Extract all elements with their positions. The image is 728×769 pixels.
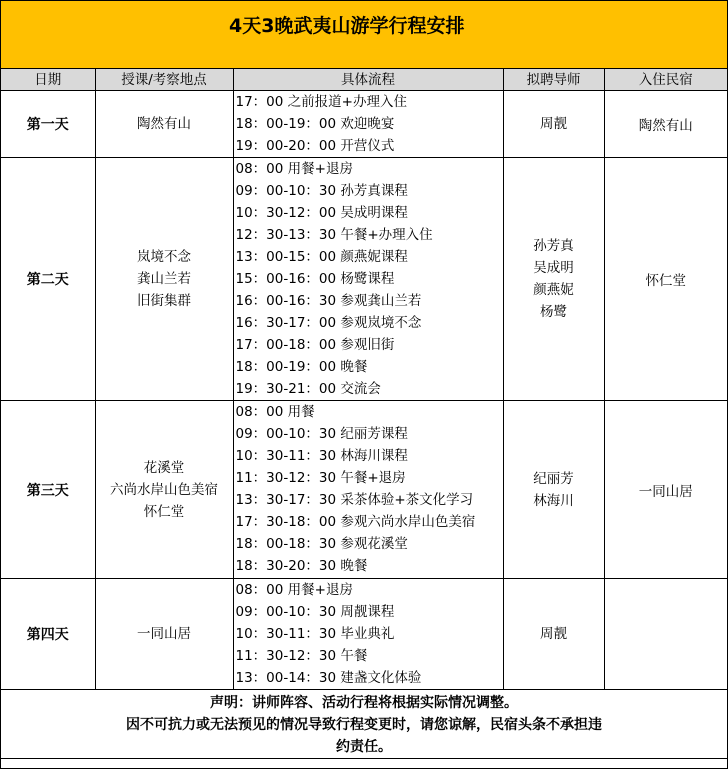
flow-cell — [233, 401, 503, 579]
header-date: 日期 — [1, 69, 95, 91]
day-label: 第二天 — [1, 158, 95, 401]
schedule-item: 08：00 用餐+退房 — [235, 161, 353, 177]
schedule-item: 10：30-11：30 毕业典礼 — [235, 626, 395, 642]
cell-line: 纪丽芳 — [533, 470, 574, 487]
schedule-item: 15：00-16：00 杨鹭课程 — [235, 271, 395, 287]
schedule-item: 11：30-12：30 午餐+退房 — [235, 470, 406, 486]
cell-line: 陶然有山 — [137, 116, 191, 132]
cell-line: 孙芳真 — [533, 238, 574, 254]
disclaimer-line: 约责任。 — [336, 739, 392, 755]
schedule-item: 17：30-18：00 参观六尚水岸山色美宿 — [235, 514, 476, 530]
cell-line: 吴成明 — [533, 260, 574, 276]
cell-line: 岚境不念 — [137, 249, 191, 265]
lodging-cell: 怀仁堂 — [604, 158, 727, 401]
itinerary-table — [1, 69, 727, 759]
schedule-item: 17：00 之前报道+办理入住 — [235, 94, 407, 110]
lodging-cell: 陶然有山 — [604, 91, 727, 158]
header-row — [1, 69, 727, 91]
location-cell — [95, 579, 233, 690]
location-cell — [95, 91, 233, 158]
cell-line: 一同山居 — [137, 626, 191, 642]
cell-line: 周靓 — [540, 116, 567, 132]
mentor-cell — [503, 401, 604, 579]
schedule-item: 08：00 用餐 — [235, 404, 315, 420]
flow-cell — [233, 579, 503, 690]
disclaimer-line: 因不可抗力或无法预见的情况导致行程变更时，请您谅解，民宿头条不承担违 — [126, 717, 602, 733]
schedule-item: 09：00-10：30 周靓课程 — [235, 604, 395, 620]
disclaimer — [1, 690, 727, 759]
schedule-item: 16：00-16：30 参观龚山兰若 — [235, 293, 422, 309]
schedule-item: 19：00-20：00 开营仪式 — [235, 138, 395, 154]
schedule-item: 19：30-21：00 交流会 — [235, 381, 381, 397]
schedule-item: 10：30-11：30 林海川课程 — [235, 448, 408, 464]
lodging-cell: 一同山居 — [604, 401, 727, 579]
day-row — [1, 579, 727, 690]
cell-line: 周靓 — [540, 626, 567, 642]
mentor-cell — [503, 579, 604, 690]
schedule-item: 09：00-10：30 孙芳真课程 — [235, 183, 408, 199]
cell-line: 杨鹭 — [540, 304, 567, 320]
header-location: 授课/考察地点 — [95, 69, 233, 91]
schedule-item: 11：30-12：30 午餐 — [235, 648, 368, 664]
cell-line: 旧街集群 — [137, 293, 191, 309]
lodging-cell — [604, 579, 727, 690]
schedule-item: 10：30-12：00 吴成明课程 — [235, 205, 408, 221]
cell-line: 林海川 — [533, 492, 574, 509]
header-mentor: 拟聘导师 — [503, 69, 604, 91]
schedule-item: 13：00-14：30 建盏文化体验 — [235, 670, 422, 686]
schedule-item: 18：00-18：30 参观花溪堂 — [235, 536, 408, 552]
cell-line: 龚山兰若 — [137, 271, 191, 287]
day-label: 第四天 — [1, 579, 95, 690]
schedule-item: 08：00 用餐+退房 — [235, 582, 353, 598]
schedule-item: 18：00-19：00 晚餐 — [235, 359, 368, 375]
cell-line: 怀仁堂 — [143, 503, 185, 520]
schedule-item: 12：30-13：30 午餐+办理入住 — [235, 227, 433, 243]
day-row — [1, 91, 727, 158]
schedule-item: 18：30-20：30 晚餐 — [235, 558, 368, 574]
header-lodging: 入住民宿 — [604, 69, 727, 91]
schedule-item: 17：00-18：00 参观旧街 — [235, 337, 395, 353]
day-row — [1, 401, 727, 579]
flow-cell — [233, 158, 503, 401]
mentor-cell — [503, 91, 604, 158]
schedule-item: 16：30-17：00 参观岚境不念 — [235, 315, 422, 331]
day-label: 第三天 — [1, 401, 95, 579]
day-label: 第一天 — [1, 91, 95, 158]
schedule-item: 09：00-10：30 纪丽芳课程 — [235, 426, 408, 442]
location-cell — [95, 401, 233, 579]
mentor-cell — [503, 158, 604, 401]
header-flow: 具体流程 — [233, 69, 503, 91]
cell-line: 六尚水岸山色美宿 — [110, 481, 218, 498]
flow-cell — [233, 91, 503, 158]
cell-line: 颜燕妮 — [533, 282, 574, 298]
schedule-item: 13：00-15：00 颜燕妮课程 — [235, 249, 408, 265]
day-row — [1, 158, 727, 401]
page-title: 4天3晚武夷山游学行程安排 — [1, 1, 727, 69]
cell-line: 花溪堂 — [143, 459, 185, 476]
location-cell — [95, 158, 233, 401]
schedule-item: 18：00-19：00 欢迎晚宴 — [235, 116, 395, 132]
footer-row — [1, 690, 727, 759]
schedule-item: 13：30-17：30 采茶体验+茶文化学习 — [235, 492, 474, 508]
disclaimer-line: 声明：讲师阵容、活动行程将根据实际情况调整。 — [210, 695, 518, 711]
